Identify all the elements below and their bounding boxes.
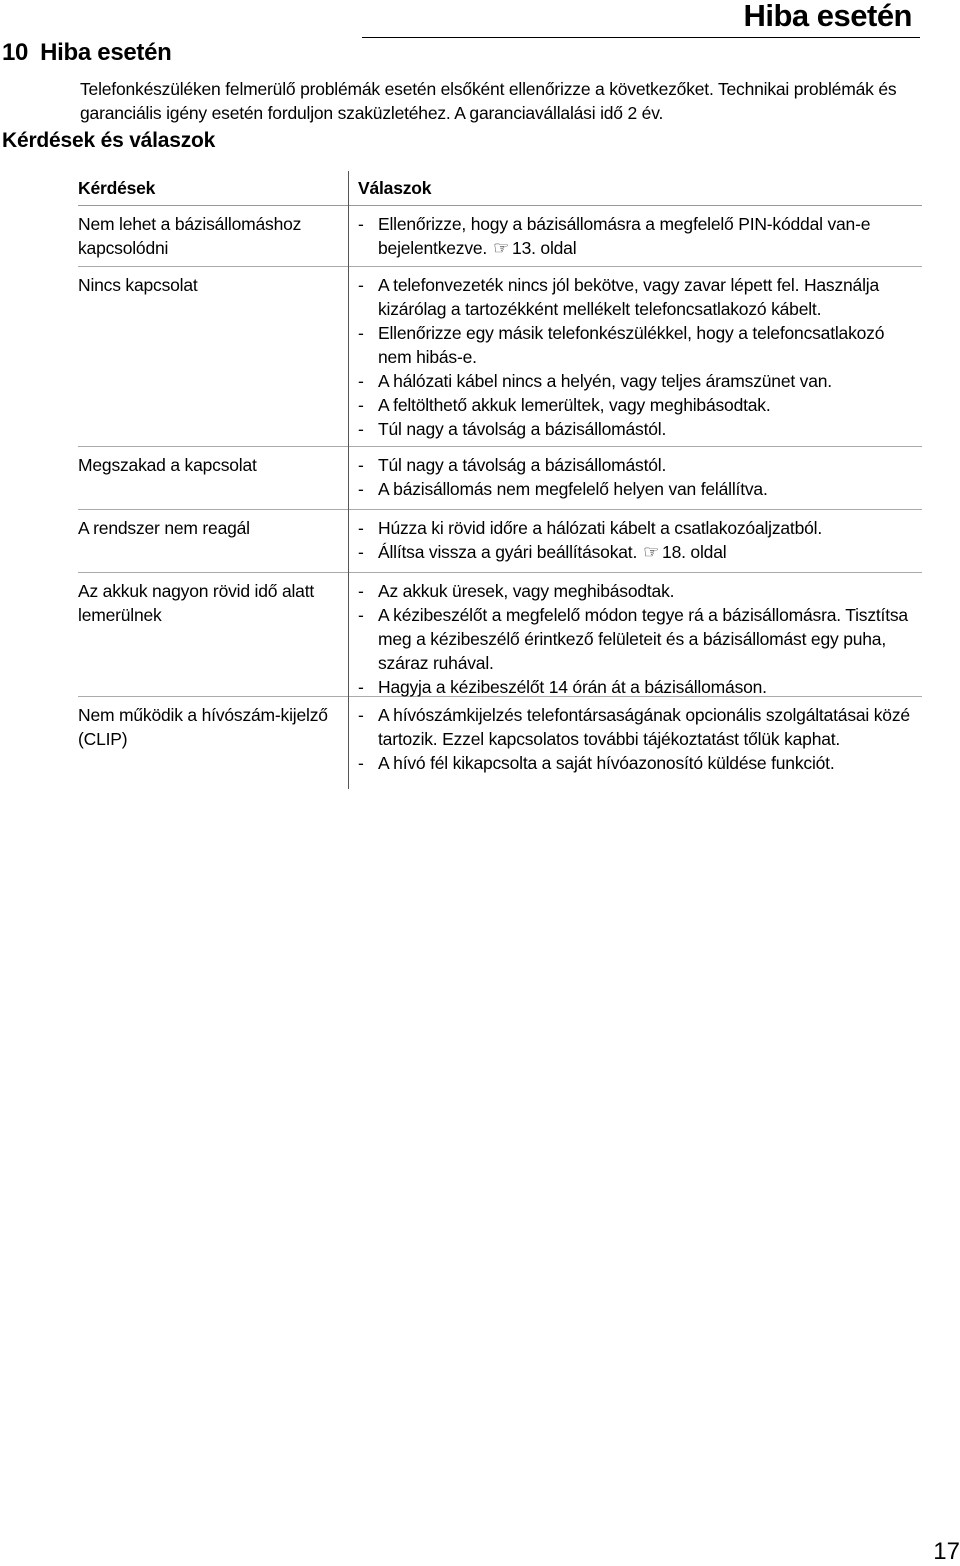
answer-text: Túl nagy a távolság a bázisállomástól. <box>378 419 667 439</box>
answer-text-wrap <box>378 703 922 751</box>
bullet-dash: - <box>358 677 364 697</box>
answer-text-wrap <box>378 516 922 540</box>
answer-text-wrap <box>378 369 922 393</box>
pointing-hand-icon: ☞ <box>643 542 660 562</box>
answer-text: Ellenőrizze egy másik telefonkészülékkel, hogy a telefoncsatlakozó nem hibás-e. <box>378 323 885 367</box>
answer-text: Húzza ki rövid időre a hálózati kábelt a csatlakozóaljzatból. <box>378 518 823 538</box>
answer-text-wrap <box>378 417 922 441</box>
question-cell: Nem lehet a bázisállomáshoz kapcsolódni <box>78 214 302 258</box>
answer-text: A telefonvezeték nincs jól bekötve, vagy zavar lépett fel. Használja kizárólag a tartozékként mellékelt telefoncsatlakozó kábelt. <box>378 275 879 319</box>
answer-item <box>358 751 922 775</box>
chapter-number: 10 <box>2 39 29 66</box>
answer-text-wrap <box>378 273 922 321</box>
answer-text: A kézibeszélőt a megfelelő módon tegye rá a bázisállomásra. Tisztítsa meg a kézibeszélő érintkező felületeit és a bázisállomást egy puha, száraz ruhával. <box>378 605 908 673</box>
answer-text-wrap <box>378 393 922 417</box>
answer-text-wrap <box>378 603 922 675</box>
bullet-dash: - <box>358 605 364 625</box>
answer-text: A hálózati kábel nincs a helyén, vagy teljes áramszünet van. <box>378 371 832 391</box>
answer-item <box>358 579 922 603</box>
answer-cell <box>348 697 922 787</box>
bullet-dash: - <box>358 455 364 475</box>
answer-item <box>358 321 922 369</box>
questions-column-header: Kérdések <box>78 178 156 198</box>
bullet-dash: - <box>358 705 364 725</box>
answer-text: A hívó fél kikapcsolta a saját hívóazonosító küldése funkciót. <box>378 753 835 773</box>
answer-text-wrap <box>378 675 922 699</box>
table-row <box>78 697 922 787</box>
bullet-dash: - <box>358 581 364 601</box>
answer-item <box>358 369 922 393</box>
answer-cell <box>348 510 922 572</box>
question-cell: Az akkuk nagyon rövid idő alatt lemerülnek <box>78 581 315 625</box>
bullet-dash: - <box>358 479 364 499</box>
table-row <box>78 573 922 697</box>
answer-cell <box>348 573 922 696</box>
chapter-heading <box>2 39 172 67</box>
chapter-title: Hiba esetén <box>40 39 172 66</box>
bullet-dash: - <box>358 419 364 439</box>
answer-text: Az akkuk üresek, vagy meghibásodtak. <box>378 581 675 601</box>
question-cell: Megszakad a kapcsolat <box>78 455 257 475</box>
table-header-row <box>78 171 922 206</box>
answer-text-wrap <box>378 321 922 369</box>
bullet-dash: - <box>358 323 364 343</box>
answer-item <box>358 212 922 260</box>
bullet-dash: - <box>358 542 364 562</box>
answer-item <box>358 477 922 501</box>
answer-text: Hagyja a kézibeszélőt 14 órán át a bázisállomáson. <box>378 677 767 697</box>
answer-item <box>358 393 922 417</box>
answer-text-wrap <box>378 453 922 477</box>
table-row <box>78 267 922 447</box>
running-header-title: Hiba esetén <box>743 0 912 33</box>
bullet-dash: - <box>358 753 364 773</box>
bullet-dash: - <box>358 214 364 234</box>
answer-text: A hívószámkijelzés telefontársaságának opcionális szolgáltatásai közé tartozik. Ezzel kapcsolatos további tájékoztatást tőlük kaphat. <box>378 705 910 749</box>
answer-text: A feltölthető akkuk lemerültek, vagy meghibásodtak. <box>378 395 771 415</box>
answer-text-wrap <box>378 540 922 564</box>
bullet-dash: - <box>358 518 364 538</box>
section-title: Kérdések és válaszok <box>2 129 216 152</box>
question-cell: Nincs kapcsolat <box>78 275 198 295</box>
answer-text: Túl nagy a távolság a bázisállomástól. <box>378 455 667 475</box>
question-cell: A rendszer nem reagál <box>78 518 250 538</box>
answer-text-wrap <box>378 751 922 775</box>
page-reference: 18. oldal <box>662 542 727 562</box>
bullet-dash: - <box>358 371 364 391</box>
column-divider <box>348 171 349 789</box>
answer-text-wrap <box>378 477 922 501</box>
table-body <box>78 206 922 787</box>
table-row <box>78 510 922 573</box>
answer-text: Ellenőrizze, hogy a bázisállomásra a megfelelő PIN-kóddal van-e bejelentkezve. <box>378 214 871 258</box>
answer-item <box>358 603 922 675</box>
answer-item <box>358 540 922 564</box>
answer-item <box>358 516 922 540</box>
bullet-dash: - <box>358 275 364 295</box>
bullet-dash: - <box>358 395 364 415</box>
answer-text: A bázisállomás nem megfelelő helyen van felállítva. <box>378 479 768 499</box>
answer-cell <box>348 267 922 446</box>
table-row <box>78 206 922 267</box>
answer-item <box>358 703 922 751</box>
page-number: 17 <box>933 1538 960 1565</box>
answers-column-header: Válaszok <box>358 178 432 198</box>
table-row <box>78 447 922 510</box>
answer-text-wrap <box>378 579 922 603</box>
pointing-hand-icon: ☞ <box>493 238 510 258</box>
answer-item <box>358 675 922 699</box>
answer-item <box>358 417 922 441</box>
qa-table <box>78 171 922 787</box>
page-reference: 13. oldal <box>512 238 577 258</box>
answer-text-wrap <box>378 212 922 260</box>
header-rule <box>362 37 920 38</box>
answer-text: Állítsa vissza a gyári beállításokat. <box>378 542 638 562</box>
answer-cell <box>348 206 922 266</box>
question-cell: Nem működik a hívószám-kijelző (CLIP) <box>78 705 328 749</box>
answer-item <box>358 273 922 321</box>
answer-cell <box>348 447 922 509</box>
intro-paragraph: Telefonkészüléken felmerülő problémák esetén elsőként ellenőrizze a következőket. Technikai problémák és garanciális igény esetén forduljon szaküzletéhez. A garanciavállalási idő 2 év. <box>80 79 897 123</box>
answer-item <box>358 453 922 477</box>
